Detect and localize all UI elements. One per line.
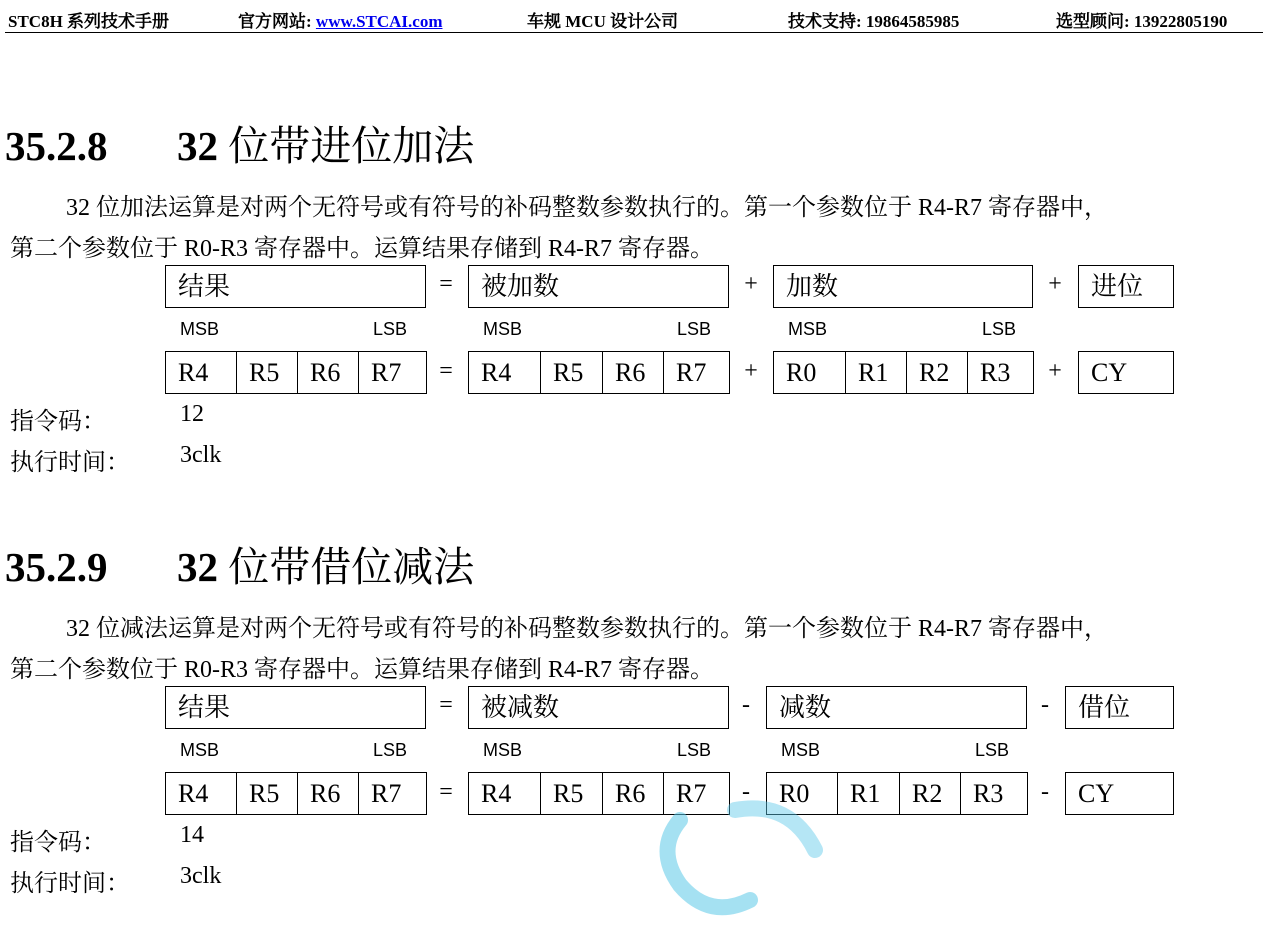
lsb-label: LSB	[373, 740, 408, 760]
register-cell: R4	[165, 351, 237, 394]
manual-title: STC8H 系列技术手册	[8, 12, 170, 31]
opcode-value: 12	[180, 401, 204, 427]
msb-label: MSB	[483, 319, 523, 339]
msb-label: MSB	[788, 319, 828, 339]
register-cell: R0	[773, 351, 846, 394]
description-line2: 第二个参数位于 R0-R3 寄存器中。运算结果存储到 R4-R7 寄存器。	[10, 657, 715, 683]
operator-sign: +	[744, 358, 758, 384]
register-cell: R2	[906, 351, 968, 394]
exec-time-label: 执行时间：	[10, 871, 130, 897]
operand1-label-box: 被减数	[468, 686, 729, 729]
register-cell: R7	[663, 772, 730, 815]
lsb-label: LSB	[975, 740, 1010, 760]
exec-time-label: 执行时间：	[10, 450, 130, 476]
opcode-value: 14	[180, 822, 204, 848]
register-cell: R5	[236, 351, 298, 394]
result-label-box: 结果	[165, 265, 426, 308]
register-cell: R7	[358, 772, 427, 815]
operator-sign: +	[744, 271, 758, 297]
sales-phone: 选型顾问: 13922805190	[1056, 12, 1228, 31]
carry-register-cell: CY	[1065, 772, 1174, 815]
register-cell: R3	[960, 772, 1028, 815]
section-title-text	[177, 123, 474, 169]
page-header	[0, 0, 1265, 34]
register-cell: R7	[358, 351, 427, 394]
exec-time-value: 3clk	[180, 442, 222, 468]
msb-label: MSB	[180, 740, 220, 760]
stc-logo-watermark-icon	[640, 790, 860, 930]
operator-sign-2: -	[1041, 779, 1049, 805]
register-cell: R3	[967, 351, 1034, 394]
msb-label: MSB	[483, 740, 523, 760]
register-cell: R7	[663, 351, 730, 394]
site-link[interactable]: www.STCAI.com	[315, 12, 443, 31]
msb-label: MSB	[781, 740, 821, 760]
tagline: 车规 MCU 设计公司	[527, 12, 679, 31]
title-bold: 32	[177, 544, 218, 590]
lsb-label: LSB	[677, 319, 712, 339]
register-cell: R4	[468, 351, 541, 394]
exec-time-value: 3clk	[180, 863, 222, 889]
register-cell: R6	[297, 772, 359, 815]
section-number: 35.2.9	[5, 544, 108, 590]
register-cell: R5	[540, 351, 603, 394]
register-cell: R6	[602, 772, 664, 815]
site-label: 官方网站: www.STCAI.com	[238, 12, 443, 31]
result-label-box: 结果	[165, 686, 426, 729]
lsb-label: LSB	[982, 319, 1017, 339]
lsb-label: LSB	[677, 740, 712, 760]
register-cell: R1	[845, 351, 907, 394]
opcode-label: 指令码：	[10, 830, 106, 856]
operator-sign: -	[742, 692, 750, 718]
opcode-label: 指令码：	[10, 409, 106, 435]
register-cell: R2	[899, 772, 961, 815]
carry-label-box: 借位	[1065, 686, 1174, 729]
operator-sign-2: +	[1048, 358, 1062, 384]
register-cell: R0	[766, 772, 838, 815]
register-cell: R5	[540, 772, 603, 815]
msb-label: MSB	[180, 319, 220, 339]
register-cell: R4	[165, 772, 237, 815]
register-cell: R4	[468, 772, 541, 815]
register-cell: R5	[236, 772, 298, 815]
description-line1: 32 位加法运算是对两个无符号或有符号的补码整数参数执行的。第一个参数位于 R4-R7 寄存器中，	[66, 195, 1109, 221]
description-line2: 第二个参数位于 R0-R3 寄存器中。运算结果存储到 R4-R7 寄存器。	[10, 236, 715, 262]
carry-label-box: 进位	[1078, 265, 1174, 308]
operand1-label-box: 被加数	[468, 265, 729, 308]
operand2-label-box: 减数	[766, 686, 1027, 729]
equals-sign: =	[439, 779, 453, 805]
register-cell: R6	[297, 351, 359, 394]
header-divider	[5, 32, 1263, 33]
operator-sign-2: +	[1048, 271, 1062, 297]
operand2-label-box: 加数	[773, 265, 1033, 308]
operator-sign-2: -	[1041, 692, 1049, 718]
equals-sign: =	[439, 358, 453, 384]
register-cell: R6	[602, 351, 664, 394]
title-rest: 位带进位加法	[218, 123, 475, 169]
equals-sign: =	[439, 692, 453, 718]
register-cell: R1	[837, 772, 900, 815]
section-number: 35.2.8	[5, 123, 108, 169]
section-title	[5, 113, 474, 172]
operator-sign: -	[742, 779, 750, 805]
section-title	[5, 534, 474, 593]
description-line1: 32 位减法运算是对两个无符号或有符号的补码整数参数执行的。第一个参数位于 R4-R7 寄存器中，	[66, 616, 1109, 642]
title-bold: 32	[177, 123, 218, 169]
section-title-text	[177, 544, 474, 590]
title-rest: 位带借位减法	[218, 544, 475, 590]
carry-register-cell: CY	[1078, 351, 1174, 394]
lsb-label: LSB	[373, 319, 408, 339]
support-phone: 技术支持: 19864585985	[788, 12, 960, 31]
equals-sign: =	[439, 271, 453, 297]
